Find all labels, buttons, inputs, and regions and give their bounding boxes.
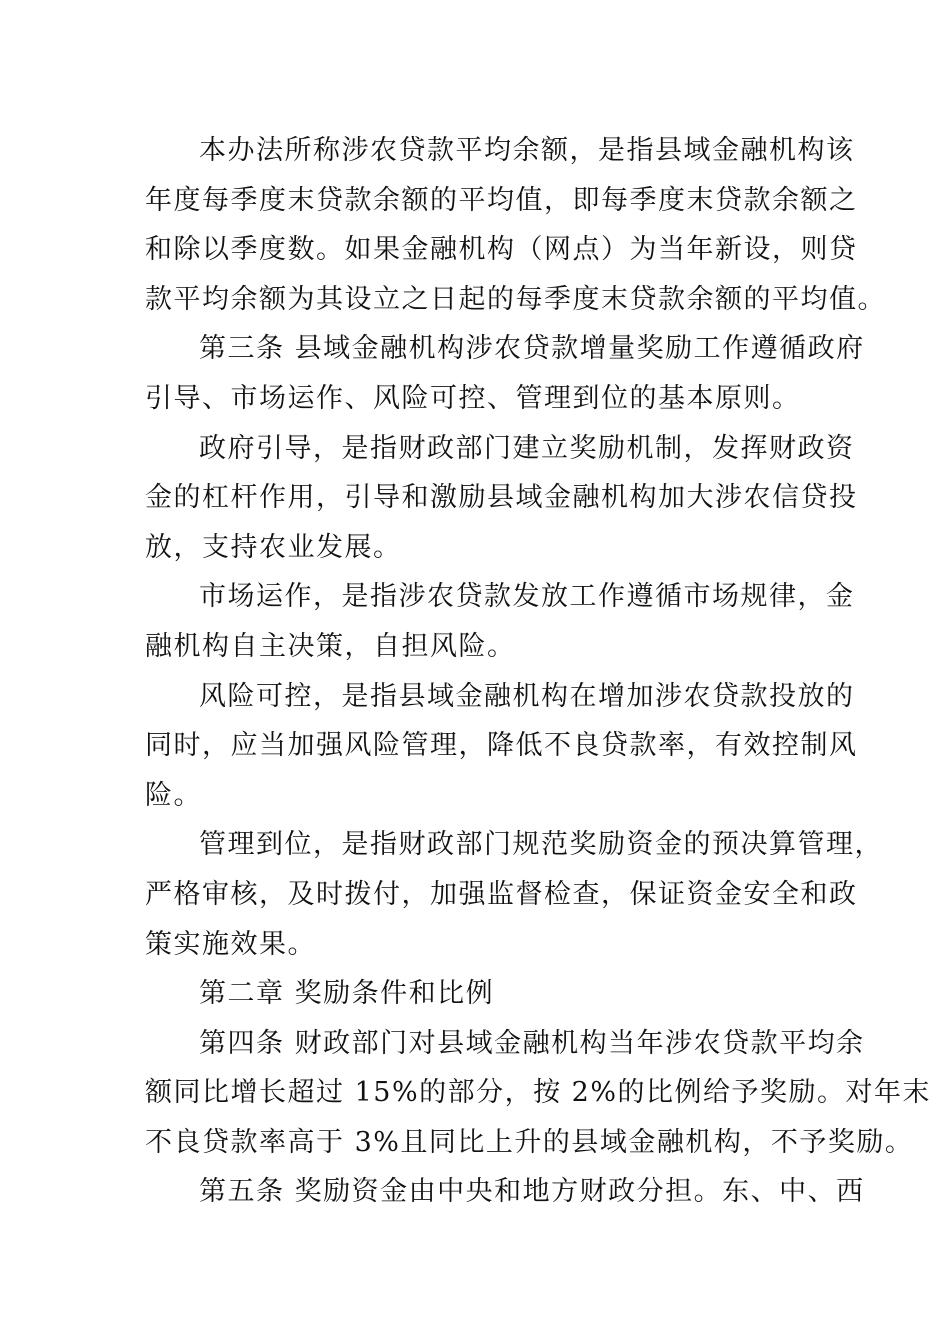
paragraph-line: 严格审核，及时拨付，加强监督检查，保证资金安全和政 (145, 878, 858, 910)
paragraph-line: 策实施效果。 (145, 928, 316, 960)
paragraph-line: 险。 (145, 779, 202, 811)
paragraph-line: 年度每季度末贷款余额的平均值，即每季度末贷款余额之 (145, 184, 858, 216)
paragraph-line: 和除以季度数。如果金融机构（网点）为当年新设，则贷 (145, 234, 858, 266)
chapter-heading: 第二章 奖励条件和比例 (199, 978, 495, 1010)
article-line: 第五条 奖励资金由中央和地方财政分担。东、中、西 (199, 1176, 865, 1208)
paragraph-line: 不良贷款率高于 3%且同比上升的县域金融机构，不予奖励。 (145, 1126, 914, 1158)
paragraph-line: 市场运作，是指涉农贷款发放工作遵循市场规律，金 (199, 581, 855, 613)
paragraph-line: 同时，应当加强风险管理，降低不良贷款率，有效控制风 (145, 730, 858, 762)
paragraph-line: 金的杠杆作用，引导和激励县域金融机构加大涉农信贷投 (145, 482, 858, 514)
paragraph-line: 管理到位，是指财政部门规范奖励资金的预决算管理， (199, 829, 883, 861)
paragraph-line: 融机构自主决策，自担风险。 (145, 630, 516, 662)
article-line: 第三条 县域金融机构涉农贷款增量奖励工作遵循政府 (199, 333, 865, 365)
paragraph-line: 引导、市场运作、风险可控、管理到位的基本原则。 (145, 382, 801, 414)
paragraph-line: 政府引导，是指财政部门建立奖励机制，发挥财政资 (199, 432, 855, 464)
paragraph-line: 额同比增长超过 15%的部分，按 2%的比例给予奖励。对年末 (145, 1077, 932, 1109)
paragraph-line: 放，支持农业发展。 (145, 531, 402, 563)
article-line: 第四条 财政部门对县域金融机构当年涉农贷款平均余 (199, 1027, 865, 1059)
document-body (145, 126, 932, 1217)
paragraph-line: 风险可控，是指县域金融机构在增加涉农贷款投放的 (199, 680, 855, 712)
paragraph-line: 本办法所称涉农贷款平均余额，是指县域金融机构该 (199, 135, 855, 166)
paragraph-line: 款平均余额为其设立之日起的每季度末贷款余额的平均值。 (145, 283, 886, 315)
